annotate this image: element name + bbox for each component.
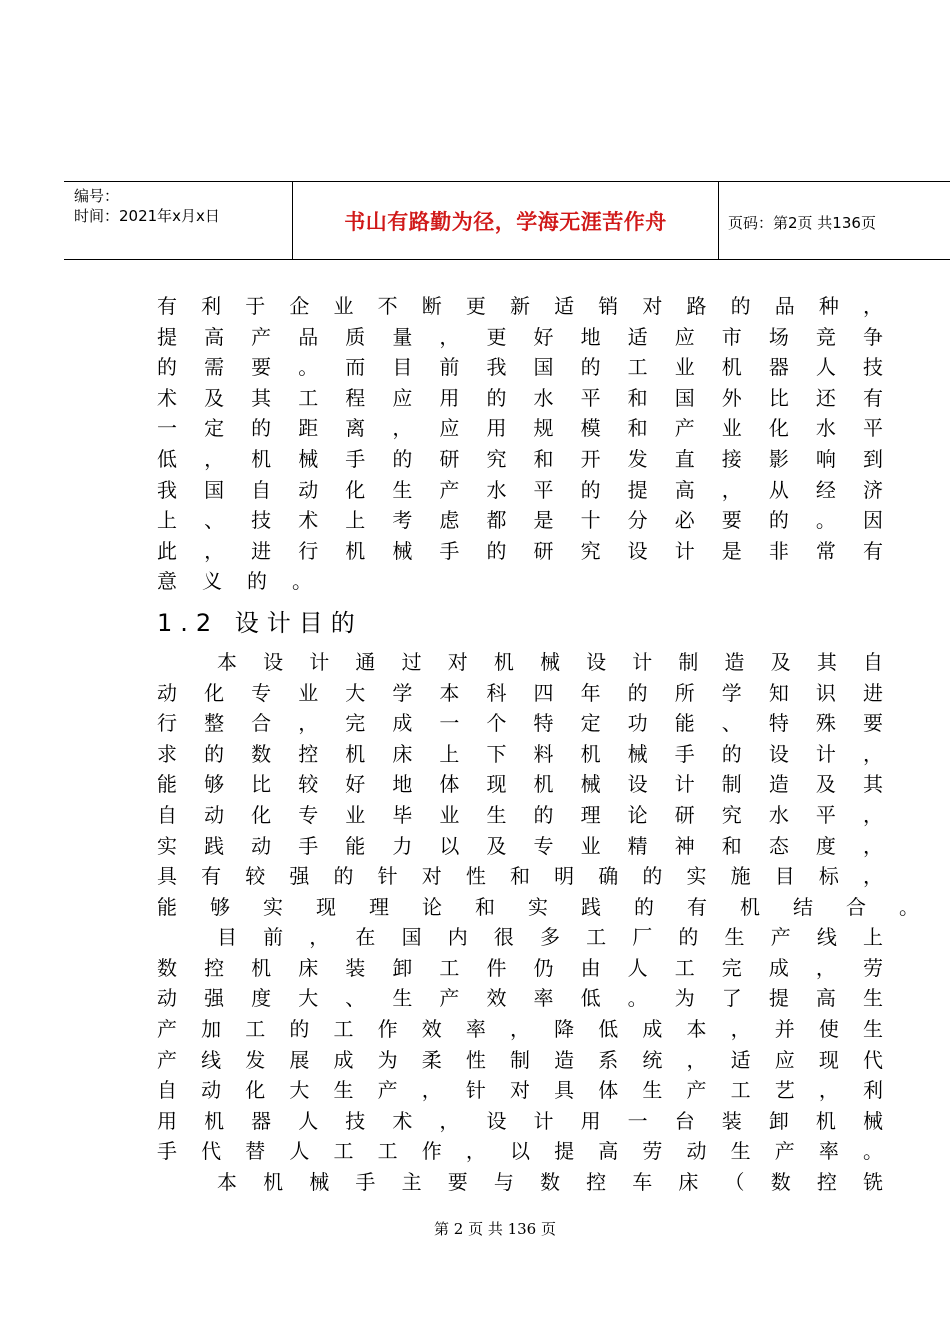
text-line: 自 动 化 专 业 毕 业 生 的 理 论 研 究 水 平 ， — [157, 802, 883, 827]
header-meta — [74, 186, 220, 226]
text-line: 我 国 自 动 化 生 产 水 平 的 提 高 ， 从 经 济 — [157, 477, 883, 502]
text-line: 意 义 的 。 — [157, 569, 312, 594]
text-line: 实 践 动 手 能 力 以 及 专 业 精 神 和 态 度 ， — [157, 833, 883, 858]
text-line: 具 有 较 强 的 针 对 性 和 明 确 的 实 施 目 标 ， — [157, 864, 883, 889]
text-line: 有 利 于 企 业 不 断 更 新 适 销 对 路 的 品 种 ， — [157, 294, 883, 318]
section-heading: 1.2 设计目的 — [157, 608, 363, 637]
text-line: 术 及 其 工 程 应 用 的 水 平 和 国 外 比 还 有 — [157, 385, 883, 410]
text-line: 手 代 替 人 工 工 作 ， 以 提 高 劳 动 生 产 率 。 — [157, 1139, 883, 1164]
paragraph-2 — [157, 647, 883, 892]
page-footer — [0, 1218, 950, 1239]
text-line: 用 机 器 人 技 术 ， 设 计 用 一 台 装 卸 机 械 — [157, 1108, 883, 1133]
header-table — [64, 181, 950, 260]
text-line: 动 强 度 大 、 生 产 效 率 低 。 为 了 提 高 生 — [157, 986, 883, 1011]
page-code: 页码：第2页 共136页 — [728, 214, 876, 232]
header-divider — [718, 182, 719, 259]
text-line: 提 高 产 品 质 量 ， 更 好 地 适 应 市 场 竞 争 — [157, 324, 883, 349]
text-line: 本 机 械 手 主 要 与 数 控 车 床 （ 数 控 铣 — [217, 1170, 883, 1195]
text-line: 能 够 比 较 好 地 体 现 机 械 设 计 制 造 及 其 — [157, 772, 883, 797]
text-line: 上 、 技 术 上 考 虑 都 是 十 分 必 要 的 。 因 — [157, 508, 883, 533]
text-line: 本 设 计 通 过 对 机 械 设 计 制 造 及 其 自 — [217, 649, 883, 674]
text-line: 此 ， 进 行 机 械 手 的 研 究 设 计 是 非 常 有 — [157, 538, 883, 563]
text-line: 产 加 工 的 工 作 效 率 ， 降 低 成 本 ， 并 使 生 — [157, 1017, 883, 1042]
text-line: 目 前 ， 在 国 内 很 多 工 厂 的 生 产 线 上 — [217, 925, 883, 950]
text-line: 动 化 专 业 大 学 本 科 四 年 的 所 学 知 识 进 — [157, 680, 883, 705]
text-line: 数 控 机 床 装 卸 工 件 仍 由 人 工 完 成 ， 劳 — [157, 955, 883, 980]
text-line: 行 整 合 ， 完 成 一 个 特 定 功 能 、 特 殊 要 — [157, 711, 883, 736]
time-label: 时间：2021年x月x日 — [74, 207, 220, 225]
footer-page-number: 第 2 页 共 136 页 — [433, 1220, 556, 1238]
motto: 书山有路勤为径，学海无涯苦作舟 — [344, 210, 667, 234]
text-line: 一 定 的 距 离 ， 应 用 规 模 和 产 业 化 水 平 — [157, 416, 883, 441]
text-line: 产 线 发 展 成 为 柔 性 制 造 系 统 ， 适 应 现 代 — [157, 1047, 883, 1072]
paragraph-3 — [157, 922, 883, 1197]
text-line: 求 的 数 控 机 床 上 下 料 机 械 手 的 设 计 ， — [157, 741, 883, 766]
paragraph-1 — [157, 291, 883, 566]
body-text — [157, 291, 919, 1198]
text-line: 的 需 要 。 而 目 前 我 国 的 工 业 机 器 人 技 — [157, 355, 883, 380]
text-line: 能 够 实 现 理 论 和 实 践 的 有 机 结 合 。 — [157, 894, 919, 919]
text-line: 自 动 化 大 生 产 ， 针 对 具 体 生 产 工 艺 ， 利 — [157, 1078, 883, 1103]
number-label: 编号： — [74, 187, 120, 205]
text-line: 低 ， 机 械 手 的 研 究 和 开 发 直 接 影 响 到 — [157, 446, 883, 471]
